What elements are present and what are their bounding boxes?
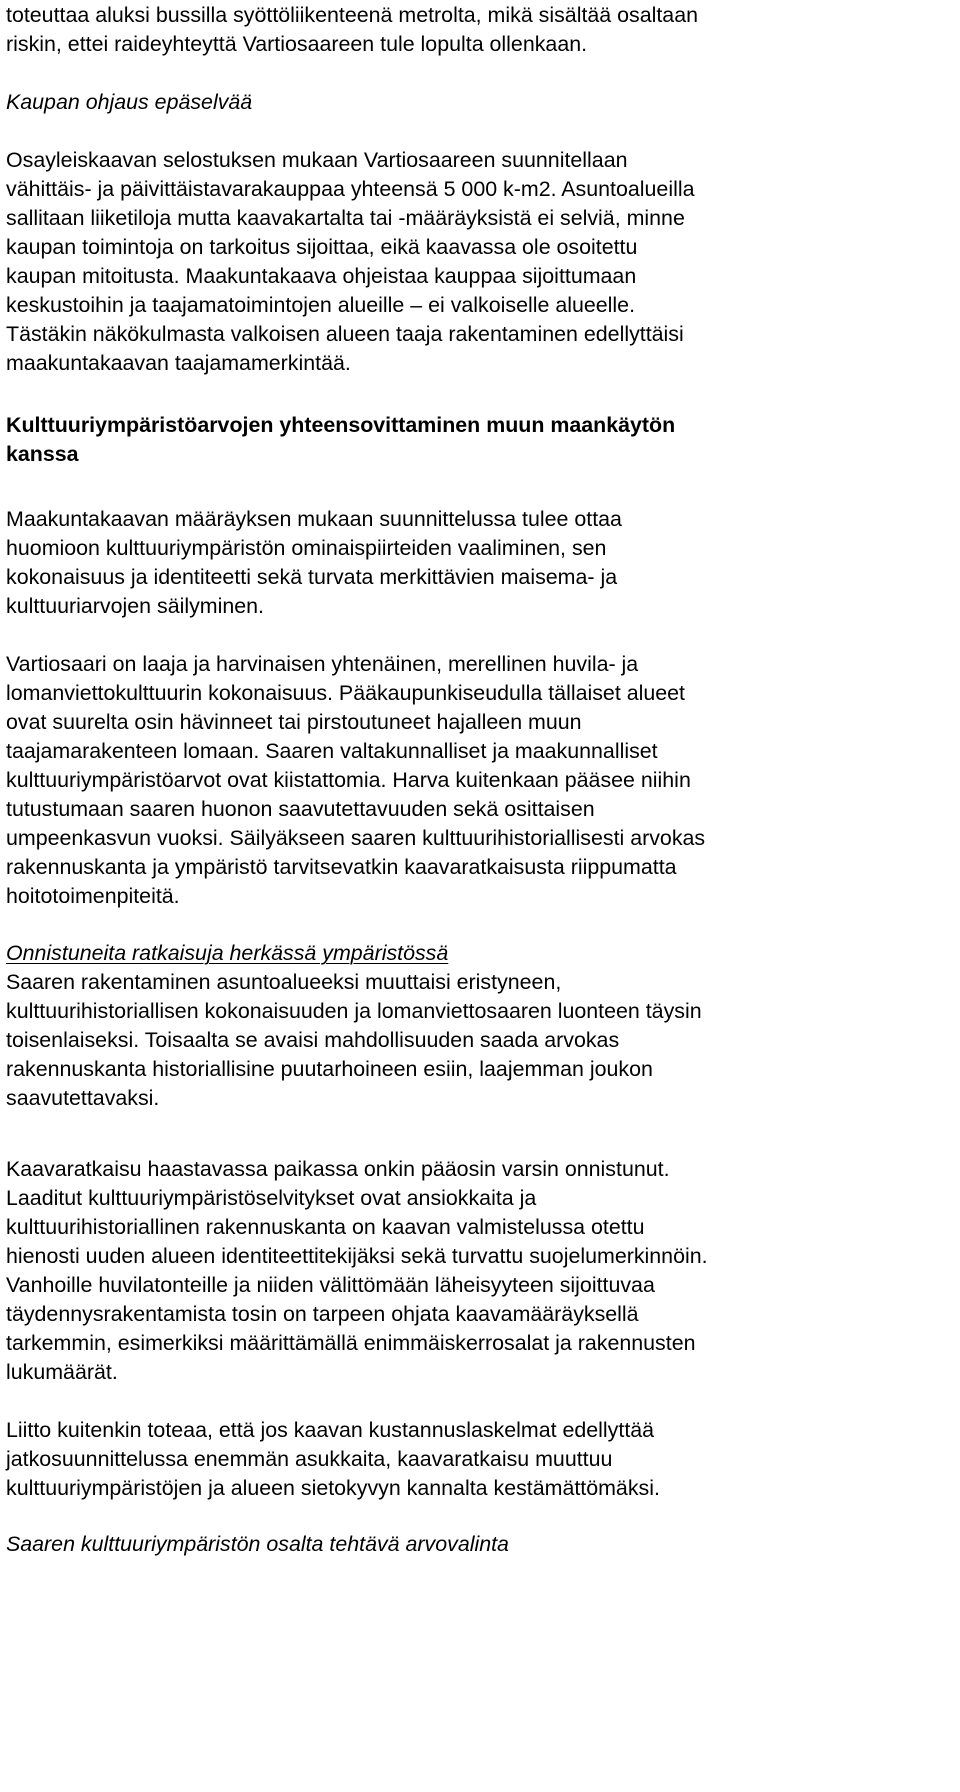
- paragraph-liitto: Liitto kuitenkin toteaa, että jos kaavan kustannuslaskelmat edellyttää jatkosuunnittelussa enemmän asukkaita, kaavaratkaisu muuttuu kulttuuriympäristöjen ja alueen sietokyvyn kannalta kestämättömäksi.: [6, 1418, 660, 1500]
- heading-kulttuuriymparisto: Kulttuuriympäristöarvojen yhteensovittaminen muun maankäytön kanssa: [6, 413, 676, 466]
- subheading-kaupan-ohjaus: Kaupan ohjaus epäselvää: [6, 90, 253, 114]
- paragraph-kaavaratkaisu: Kaavaratkaisu haastavassa paikassa onkin pääosin varsin onnistunut. Laaditut kulttuuriympäristöselvitykset ovat ansiokkaita ja kulttuurihistoriallinen rakennuskanta on kaavan valmistelussa otettu hienosti uuden alueen identiteettitekijäksi sekä turvattu suojelumerkinnöin. Vanhoille huvilatonteille ja niiden välittömään läheisyyteen sijoittuvaa täydennysrakentamista tosin on tarpeen ohjata kaavamääräyksellä tarkemmin, esimerkiksi määrittämällä enimmäiskerrosalat ja rakennusten lukumäärät.: [6, 1157, 708, 1384]
- subheading-saaren-kulttuuriymparisto: Saaren kulttuuriympäristön osalta tehtävä arvovalinta: [6, 1532, 509, 1556]
- paragraph-kaupan-ohjaus: Osayleiskaavan selostuksen mukaan Vartiosaareen suunnitellaan vähittäis- ja päivittäistavarakauppaa yhteensä 5 000 k-m2. Asuntoalueilla sallitaan liiketiloja mutta kaavakartalta tai -määräyksistä ei selviä, minne kaupan toimintoja on tarkoitus sijoittaa, eikä kaavassa ole osoitettu kaupan mitoitusta. Maakuntakaava ohjeistaa kauppaa sijoittumaan keskustoihin ja taajamatoimintojen alueille – ei valkoiselle alueelle. Tästäkin näkökulmasta valkoisen alueen taaja rakentaminen edellyttäisi maakuntakaavan taajamamerkintää.: [6, 148, 695, 375]
- paragraph-intro: toteuttaa aluksi bussilla syöttöliikenteenä metrolta, mikä sisältää osaltaan riskin, ettei raideyhteyttä Vartiosaareen tule lopulta ollenkaan.: [6, 3, 698, 56]
- paragraph-maakuntakaava: Maakuntakaavan määräyksen mukaan suunnittelussa tulee ottaa huomioon kulttuuriympäristön ominaispiirteiden vaaliminen, sen kokonaisuus ja identiteetti sekä turvata merkittävien maisema- ja kulttuuriarvojen säilyminen.: [6, 507, 622, 618]
- paragraph-vartiosaari: Vartiosaari on laaja ja harvinaisen yhtenäinen, merellinen huvila- ja lomanviettokulttuurin kokonaisuus. Pääkaupunkiseudulla tällaiset alueet ovat suurelta osin hävinneet tai pirstoutuneet hajalleen muun taajamarakenteen lomaan. Saaren valtakunnalliset ja maakunnalliset kulttuuriympäristöarvot ovat kiistattomia. Harva kuitenkaan pääsee niihin tutustumaan saaren huonon saavutettavuuden sekä osittaisen umpeenkasvun vuoksi. Säilyäkseen saaren kulttuurihistoriallisesti arvokas rakennuskanta ja ympäristö tarvitsevatkin kaavaratkaisusta riippumatta hoitotoimenpiteitä.: [6, 652, 706, 908]
- subheading-onnistuneita-ratkaisuja: Onnistuneita ratkaisuja herkässä ympäristössä: [6, 941, 449, 965]
- paragraph-onnistuneita-ratkaisuja: Saaren rakentaminen asuntoalueeksi muuttaisi eristyneen, kulttuurihistoriallisen kokonaisuuden ja lomanviettosaaren luonteen täysin toisenlaiseksi. Toisaalta se avaisi mahdollisuuden saada arvokas rakennuskanta historiallisine puutarhoineen esiin, laajemman joukon saavutettavaksi.: [6, 970, 702, 1110]
